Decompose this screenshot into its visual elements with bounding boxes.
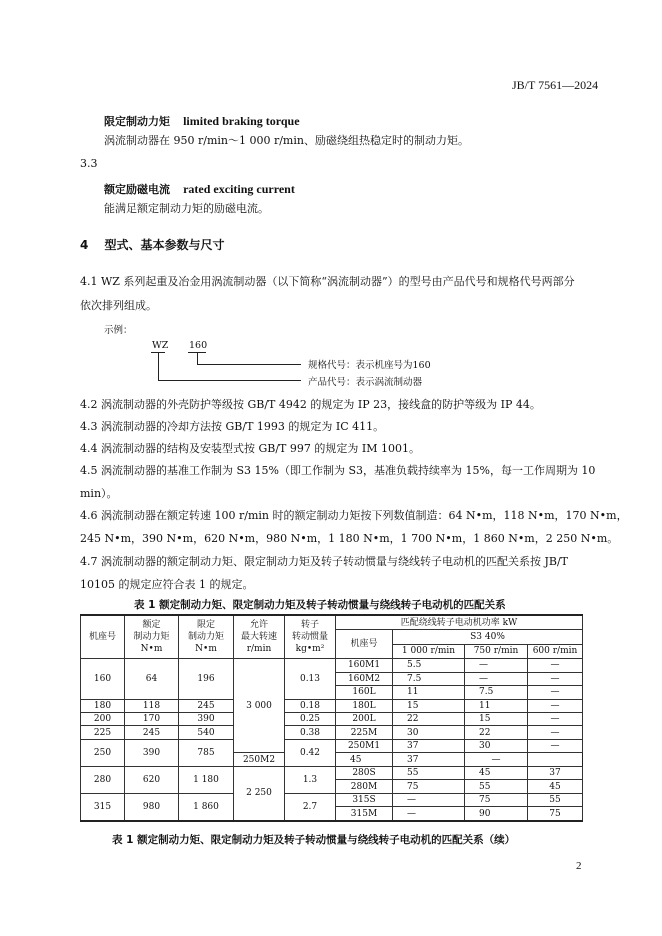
cell-rated: 245 bbox=[125, 726, 179, 739]
cell-frame: 250 bbox=[81, 739, 125, 766]
paragraph-4-5: 4.5 涡流制动器的基准工作制为 S3 15%（即工作制为 S3，基准负载持续率为 15%，每一工作周期为 10 bbox=[80, 464, 596, 477]
cell-frame: 280 bbox=[81, 766, 125, 793]
cell-p600: 45 bbox=[528, 780, 583, 793]
cell-p750: 90 bbox=[465, 807, 528, 821]
cell-p1000: 7.5 bbox=[393, 672, 465, 685]
cell-p750: 55 bbox=[465, 780, 528, 793]
term-title-cn: 额定励磁电流 bbox=[104, 183, 170, 196]
table-row bbox=[81, 739, 583, 752]
paragraph-4-5-cont: min）。 bbox=[80, 487, 118, 500]
section-number: 4 bbox=[80, 238, 89, 252]
cell-limited: 245 bbox=[179, 699, 234, 712]
table-row bbox=[81, 766, 583, 779]
cell-max-speed: 3 000 bbox=[234, 659, 285, 753]
table-row bbox=[81, 793, 583, 806]
cell-inertia: 2.7 bbox=[285, 793, 336, 821]
cell-p600: — bbox=[528, 672, 583, 685]
cell-motor-frame: 200L bbox=[336, 712, 393, 725]
cell-limited: 1 180 bbox=[179, 766, 234, 793]
cell-frame: 315 bbox=[81, 793, 125, 821]
cell-limited: 785 bbox=[179, 739, 234, 766]
table-row bbox=[81, 712, 583, 725]
cell-frame: 225 bbox=[81, 726, 125, 739]
term-title-cn: 限定制动力矩 bbox=[104, 115, 170, 128]
spec-code-annotation: 规格代号：表示机座号为160 bbox=[308, 360, 431, 371]
cell-p750: 22 bbox=[465, 726, 528, 739]
cell-p1000: 15 bbox=[393, 699, 465, 712]
section-heading bbox=[80, 236, 225, 253]
cell-p1000: 37 bbox=[393, 739, 465, 752]
cell-frame: 180 bbox=[81, 699, 125, 712]
term-rated-exciting-current-title bbox=[104, 178, 295, 197]
cell-max-speed: 2 250 bbox=[234, 766, 285, 821]
cell-p1000: — bbox=[393, 793, 465, 806]
cell-p750: 15 bbox=[465, 712, 528, 725]
cell-p1000: 55 bbox=[393, 766, 465, 779]
cell-motor-frame: 315S bbox=[336, 793, 393, 806]
term-limited-braking-torque-title bbox=[104, 110, 300, 129]
header-duty: S3 40% bbox=[393, 630, 583, 645]
product-code-annotation: 产品代号：表示涡流制动器 bbox=[308, 377, 423, 388]
term-definition: 能满足额定制动力矩的励磁电流。 bbox=[104, 202, 269, 215]
cell-limited: 390 bbox=[179, 712, 234, 725]
header-rated-torque: 额定 制动力矩 N•m bbox=[125, 615, 179, 659]
cell-motor-frame: 280S bbox=[336, 766, 393, 779]
paragraph-4-2: 4.2 涡流制动器的外壳防护等级按 GB/T 4942 的规定为 IP 23，接线盒的防护等级为 IP 44。 bbox=[80, 398, 541, 411]
header-speed-1000: 1 000 r/min bbox=[393, 644, 465, 659]
paragraph-4-4: 4.4 涡流制动器的结构及安装型式按 GB/T 997 的规定为 IM 1001。 bbox=[80, 442, 420, 455]
header-frame: 机座号 bbox=[81, 615, 125, 659]
connector-line bbox=[158, 352, 159, 381]
cell-p750: 45 bbox=[465, 766, 528, 779]
cell-p600: — bbox=[465, 753, 528, 766]
example-label: 示例： bbox=[104, 325, 133, 336]
term-number: 3.3 bbox=[80, 157, 98, 170]
cell-p1000: 30 bbox=[393, 726, 465, 739]
paragraph-4-6-cont: 245 N•m，390 N•m，620 N•m，980 N•m，1 180 N•m，1 700 N•m，1 860 N•m，2 250 N•m。 bbox=[80, 532, 619, 545]
cell-p1000: 22 bbox=[393, 712, 465, 725]
cell-inertia: 0.38 bbox=[285, 726, 336, 739]
cell-motor-frame: 225M bbox=[336, 726, 393, 739]
cell-rated: 620 bbox=[125, 766, 179, 793]
cell-p600: — bbox=[528, 686, 583, 699]
cell-p750: 75 bbox=[465, 793, 528, 806]
paragraph-4-1: 4.1 WZ 系列起重及冶金用涡流制动器（以下简称“涡流制动器”）的型号由产品代号和规格代号两部分 bbox=[80, 275, 575, 288]
header-rotor-inertia: 转子 转动惯量 kg•m² bbox=[285, 615, 336, 659]
cell-p600: — bbox=[528, 712, 583, 725]
header-max-speed: 允许 最大转速 r/min bbox=[234, 615, 285, 659]
paragraph-4-1-cont: 依次排列组成。 bbox=[80, 299, 157, 312]
connector-line bbox=[197, 364, 301, 365]
cell-motor-frame: 250M1 bbox=[336, 739, 393, 752]
term-definition: 涡流制动器在 950 r/min～1 000 r/min、励磁绕组热稳定时的制动力矩。 bbox=[104, 134, 469, 147]
cell-frame: 160 bbox=[81, 659, 125, 699]
table-row bbox=[81, 659, 583, 672]
model-code-size: 160 bbox=[189, 340, 208, 351]
cell-p1000: — bbox=[393, 807, 465, 821]
paragraph-4-7: 4.7 涡流制动器的额定制动力矩、限定制动力矩及转子转动惯量与绕线转子电动机的匹配关系按 JB/T bbox=[80, 555, 569, 568]
cell-rated: 390 bbox=[125, 739, 179, 766]
cell-p750: 7.5 bbox=[465, 686, 528, 699]
header-speed-600: 600 r/min bbox=[528, 644, 583, 659]
cell-p600: — bbox=[528, 699, 583, 712]
standard-code: JB/T 7561—2024 bbox=[512, 78, 599, 92]
cell-inertia: 0.25 bbox=[285, 712, 336, 725]
paragraph-4-6: 4.6 涡流制动器在额定转速 100 r/min 时的额定制动力矩按下列数值制造：64 N•m，118 N•m，170 N•m， bbox=[80, 509, 628, 522]
cell-p750: — bbox=[465, 672, 528, 685]
header-speed-750: 750 r/min bbox=[465, 644, 528, 659]
table-row bbox=[81, 699, 583, 712]
cell-inertia: 0.18 bbox=[285, 699, 336, 712]
cell-motor-frame: 315M bbox=[336, 807, 393, 821]
paragraph-4-7-cont: 10105 的规定应符合表 1 的规定。 bbox=[80, 578, 254, 591]
cell-motor-frame: 250M2 bbox=[234, 753, 285, 766]
cell-motor-frame: 280M bbox=[336, 780, 393, 793]
cell-limited: 540 bbox=[179, 726, 234, 739]
cell-p1000: 5.5 bbox=[393, 659, 465, 672]
cell-rated: 980 bbox=[125, 793, 179, 821]
section-title: 型式、基本参数与尺寸 bbox=[104, 238, 225, 252]
table-caption-continued: 表 1 额定制动力矩、限定制动力矩及转子转动惯量与绕线转子电动机的匹配关系（续） bbox=[112, 834, 516, 846]
cell-p600: — bbox=[528, 726, 583, 739]
cell-motor-frame: 160M2 bbox=[336, 672, 393, 685]
cell-motor-frame: 160M1 bbox=[336, 659, 393, 672]
header-limited-torque: 限定 制动力矩 N•m bbox=[179, 615, 234, 659]
cell-inertia: 1.3 bbox=[285, 766, 336, 793]
table-row bbox=[81, 726, 583, 739]
connector-line bbox=[158, 380, 301, 381]
header-motor-frame: 机座号 bbox=[336, 630, 393, 659]
cell-p600: — bbox=[528, 739, 583, 752]
cell-p750: 30 bbox=[465, 739, 528, 752]
cell-p600: 55 bbox=[528, 793, 583, 806]
header-motor-power: 匹配绕线转子电动机功率 kW bbox=[336, 615, 583, 630]
cell-inertia: 0.13 bbox=[285, 659, 336, 699]
cell-frame: 200 bbox=[81, 712, 125, 725]
cell-rated: 118 bbox=[125, 699, 179, 712]
model-code-prefix: WZ bbox=[152, 340, 169, 351]
cell-p750: 11 bbox=[465, 699, 528, 712]
paragraph-4-3: 4.3 涡流制动器的冷却方法按 GB/T 1993 的规定为 IC 411。 bbox=[80, 420, 385, 433]
cell-motor-frame: 180L bbox=[336, 699, 393, 712]
term-title-en: limited braking torque bbox=[183, 114, 300, 128]
cell-p600: 75 bbox=[528, 807, 583, 821]
table-caption: 表 1 额定制动力矩、限定制动力矩及转子转动惯量与绕线转子电动机的匹配关系 bbox=[134, 599, 506, 611]
term-title-en: rated exciting current bbox=[183, 182, 295, 196]
matching-table bbox=[80, 614, 583, 822]
cell-inertia: 0.42 bbox=[285, 739, 336, 766]
cell-p1000: 75 bbox=[393, 780, 465, 793]
page-number: 2 bbox=[576, 860, 582, 872]
cell-limited: 196 bbox=[179, 659, 234, 699]
cell-p600: — bbox=[528, 659, 583, 672]
cell-motor-frame: 160L bbox=[336, 686, 393, 699]
cell-p750: 37 bbox=[393, 753, 465, 766]
cell-p1000: 11 bbox=[393, 686, 465, 699]
cell-rated: 170 bbox=[125, 712, 179, 725]
cell-p600: 37 bbox=[528, 766, 583, 779]
cell-p750: — bbox=[465, 659, 528, 672]
cell-p1000: 45 bbox=[336, 753, 393, 766]
cell-rated: 64 bbox=[125, 659, 179, 699]
cell-limited: 1 860 bbox=[179, 793, 234, 821]
